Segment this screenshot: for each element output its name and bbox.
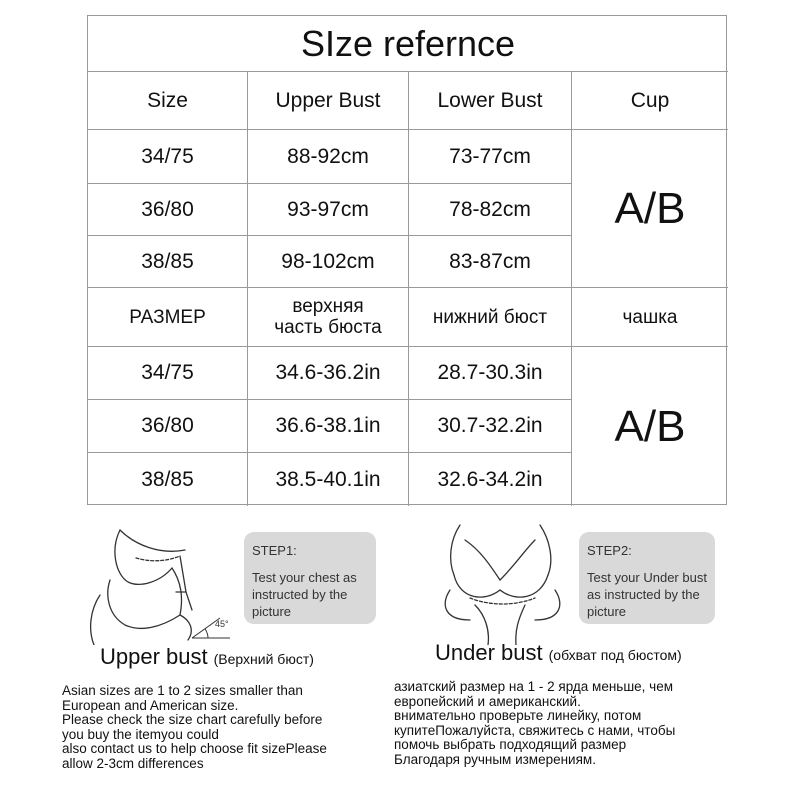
table-cell: 78-82cm xyxy=(449,197,531,221)
table-cell: 30.7-32.2in xyxy=(437,414,543,437)
note-line: European and American size. xyxy=(62,697,239,713)
table-cell: 93-97cm xyxy=(287,197,369,221)
table-cell: 73-77cm xyxy=(449,144,531,168)
step1-label: STEP1: xyxy=(252,543,297,558)
cup-value-in: A/B xyxy=(614,401,686,451)
note-line: Благодаря ручным измерениям. xyxy=(394,751,596,767)
note-line: европейский и американский. xyxy=(394,693,581,709)
step1-text: Test your chest as instructed by the picture xyxy=(252,570,357,619)
note-line: also contact us to help choose fit sizePlease xyxy=(62,741,327,756)
caption-upper-main: Upper bust xyxy=(100,644,208,669)
header-lower-bust-ru: нижний бюст xyxy=(432,306,548,328)
under-bust-illustration xyxy=(430,520,580,645)
note-line: you buy the itemyou could xyxy=(62,726,219,742)
note-line: внимательно проверьте линейку, потом xyxy=(394,708,642,723)
chart-title: SIze refernce xyxy=(300,22,516,64)
note-line: Please check the size chart carefully before xyxy=(62,712,323,727)
note-line: азиатский размер на 1 - 2 ярда меньше, чем xyxy=(394,679,673,694)
table-cell: 38/85 xyxy=(141,249,194,273)
notes-russian xyxy=(394,680,675,767)
header-upper-bust-ru: верхняя часть бюста xyxy=(274,296,382,338)
table-cell: 36.6-38.1in xyxy=(275,414,381,437)
step2-box xyxy=(579,532,715,624)
step2-text: Test your Under bust as instructed by the picture xyxy=(587,570,707,619)
table-cell: 34.6-36.2in xyxy=(275,361,381,384)
header-cup: Cup xyxy=(630,88,670,112)
note-line: помочь выбрать подходящий размер xyxy=(394,737,627,752)
table-cell: 38/85 xyxy=(141,467,194,491)
step1-box xyxy=(244,532,376,624)
table-cell: 98-102cm xyxy=(281,249,375,273)
caption-under-sub: (обхват под бюстом) xyxy=(548,647,682,663)
header-size: Size xyxy=(147,88,188,112)
header-lower-bust: Lower Bust xyxy=(437,88,543,112)
table-cell: 38.5-40.1in xyxy=(275,467,381,491)
table-cell: 34/75 xyxy=(141,361,194,384)
note-line: allow 2-3cm differences xyxy=(62,755,204,771)
step2-label: STEP2: xyxy=(587,543,632,558)
caption-upper-sub: (Верхний бюст) xyxy=(213,651,314,667)
cup-value-cm: A/B xyxy=(614,183,686,233)
table-cell: 34/75 xyxy=(141,144,194,168)
caption-under-main: Under bust xyxy=(435,640,543,665)
table-cell: 32.6-34.2in xyxy=(437,467,543,491)
table-cell: 83-87cm xyxy=(449,249,531,273)
size-chart-table xyxy=(87,15,727,505)
notes-english xyxy=(62,684,327,771)
header-upper-bust: Upper Bust xyxy=(275,88,381,112)
header-size-ru: РАЗМЕР xyxy=(129,306,206,328)
header-cup-ru: чашка xyxy=(622,306,678,328)
table-cell: 36/80 xyxy=(141,197,194,221)
caption-under-bust xyxy=(435,640,682,666)
table-cell: 28.7-30.3in xyxy=(437,361,543,384)
caption-upper-bust xyxy=(100,644,314,670)
table-cell: 36/80 xyxy=(141,414,194,437)
note-line: купитеПожалуйста, свяжитесь с нами, чтобы xyxy=(394,722,676,738)
note-line: Asian sizes are 1 to 2 sizes smaller than xyxy=(62,683,303,698)
table-cell: 88-92cm xyxy=(287,144,369,168)
angle-label: 45° xyxy=(215,619,229,629)
